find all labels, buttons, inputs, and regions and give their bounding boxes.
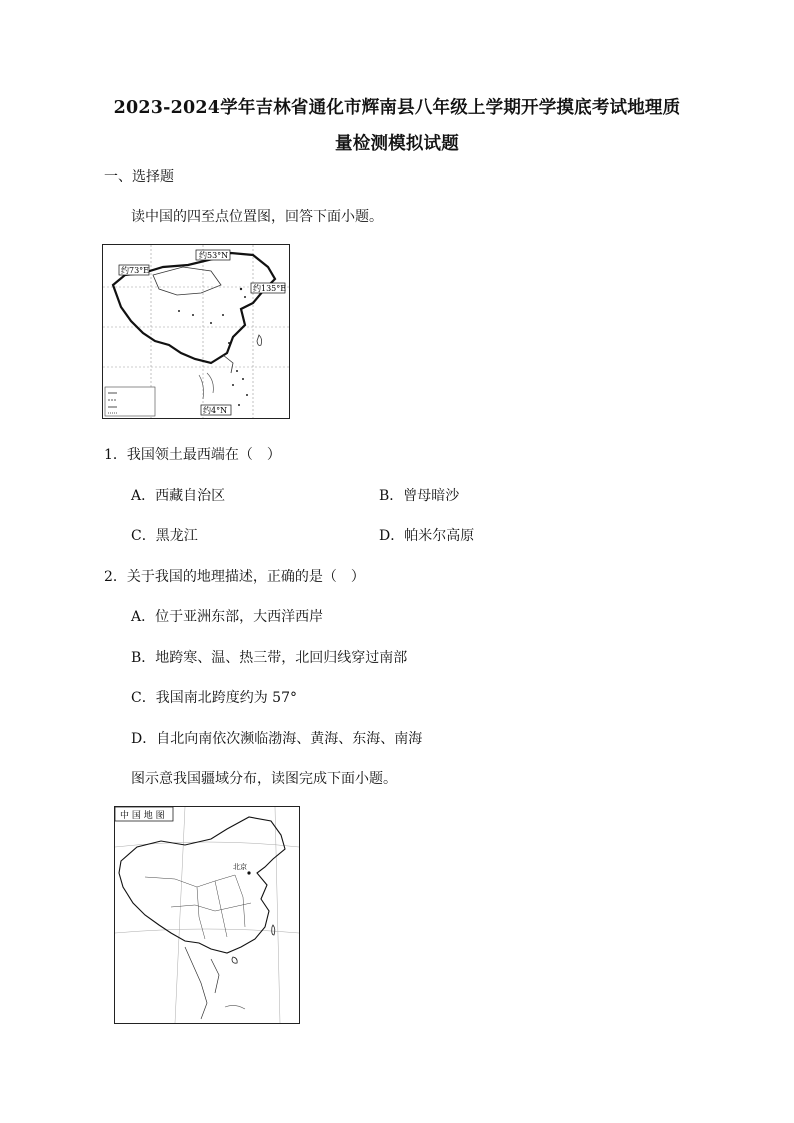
label-east: 约135°E (253, 284, 287, 293)
question-1-option-b[interactable]: B．曾母暗沙 (379, 488, 460, 504)
question-1-option-d[interactable]: D．帕米尔高原 (379, 528, 475, 544)
section-heading: 一、选择题 (104, 169, 174, 185)
question-1-stem: 1．我国领土最西端在（ ） (104, 447, 281, 463)
question-1-option-a[interactable]: A．西藏自治区 (131, 488, 226, 504)
question-2-option-b[interactable]: B．地跨寒、温、热三带，北回归线穿过南部 (131, 650, 408, 666)
document-title-line1: 2023-2024学年吉林省通化市辉南县八年级上学期开学摸底考试地理质 (113, 98, 681, 118)
china-extreme-points-map (102, 244, 290, 419)
label-west: 约73°E (121, 266, 150, 275)
question-2-option-c[interactable]: C．我国南北跨度约为 57° (131, 690, 297, 706)
question-intro-1: 读中国的四至点位置图，回答下面小题。 (131, 209, 383, 225)
label-south: 约4°N (203, 406, 228, 415)
question-1-option-c[interactable]: C．黑龙江 (131, 528, 198, 544)
china-territory-map (114, 806, 300, 1024)
label-north: 约53°N (199, 251, 229, 260)
question-2-option-d[interactable]: D．自北向南依次濒临渤海、黄海、东海、南海 (131, 731, 423, 747)
map2-title: 中 国 地 图 (120, 811, 165, 821)
question-2-option-a[interactable]: A．位于亚洲东部，大西洋西岸 (131, 609, 324, 625)
document-title-line2: 量检测模拟试题 (335, 134, 459, 154)
map2-beijing: 北京 (233, 863, 247, 871)
question-intro-2: 图示意我国疆域分布，读图完成下面小题。 (131, 771, 397, 787)
question-2-stem: 2．关于我国的地理描述，正确的是（ ） (104, 569, 365, 585)
